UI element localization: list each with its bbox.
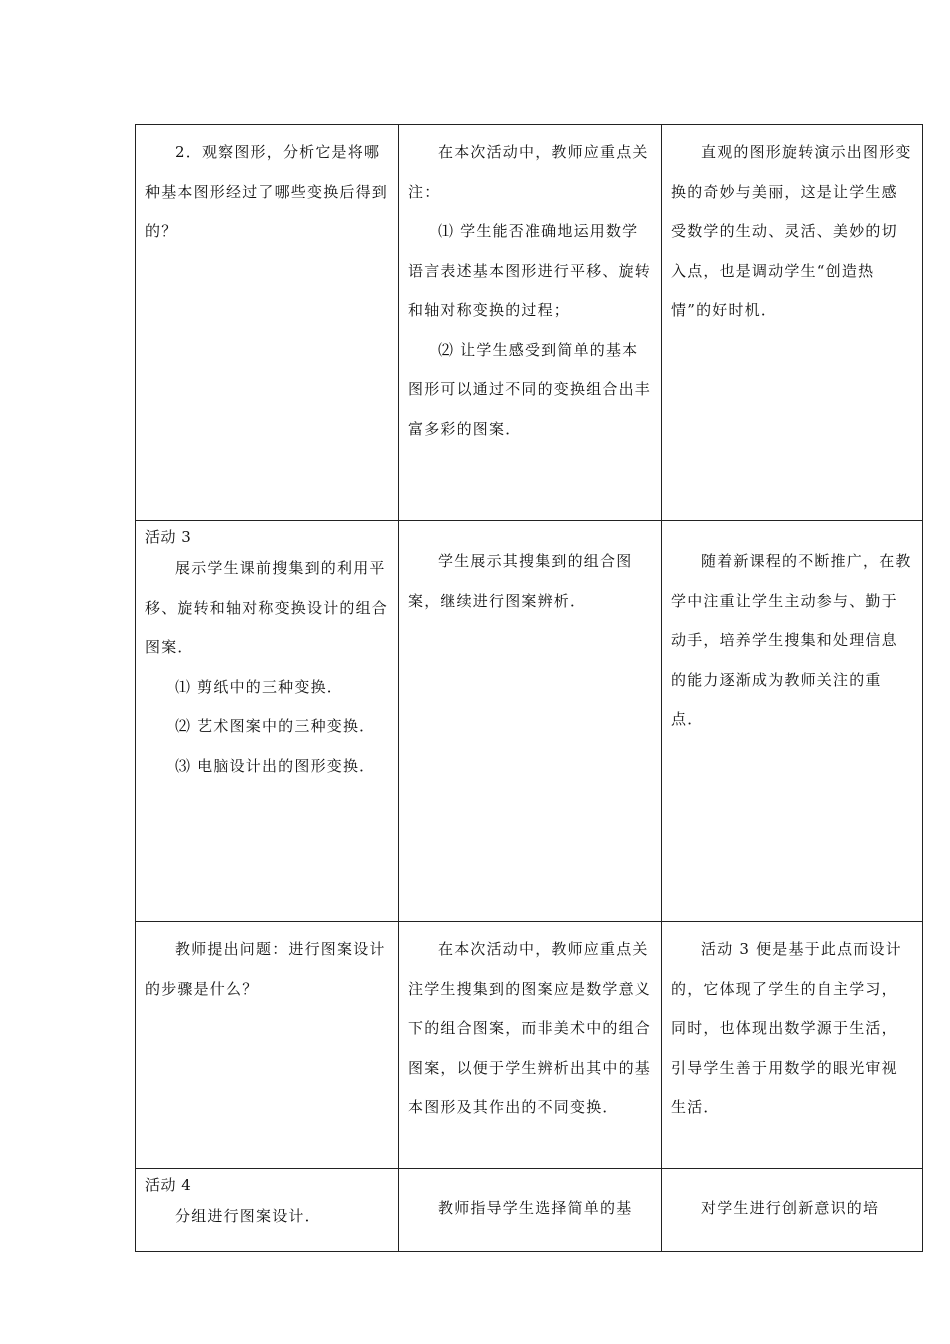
paragraph: 分组进行图案设计． — [175, 1207, 321, 1225]
list-item: ⑵ 让学生感受到简单的基本图形可以通过不同的变换组合出丰富多彩的图案． — [408, 340, 652, 438]
list-item: ⑵ 艺术图案中的三种变换． — [175, 717, 376, 735]
teacher-focus-cell — [399, 521, 662, 922]
activity-cell — [136, 922, 399, 1169]
table-row — [136, 125, 923, 521]
design-intent-cell — [662, 125, 923, 521]
activity-label: 活动 4 — [145, 1176, 192, 1194]
paragraph: 2．观察图形，分析它是将哪种基本图形经过了哪些变换后得到的？ — [145, 143, 389, 240]
paragraph: 活动 3 便是基于此点而设计的，它体现了学生的自主学习，同时，也体现出数学源于生活，引导学生善于用数学的眼光审视生活． — [671, 940, 902, 1116]
activity-label: 活动 3 — [145, 528, 192, 546]
paragraph: 对学生进行创新意识的培 — [701, 1199, 880, 1217]
paragraph: 展示学生课前搜集到的利用平移、旋转和轴对称变换设计的组合图案． — [145, 559, 389, 656]
list-item: ⑴ 学生能否准确地运用数学语言表述基本图形进行平移、旋转和轴对称变换的过程； — [408, 222, 652, 319]
list-item: ⑴ 剪纸中的三种变换． — [175, 677, 343, 696]
teacher-focus-cell — [399, 125, 662, 521]
teacher-focus-cell — [399, 1169, 662, 1252]
paragraph: 在本次活动中，教师应重点关注： — [408, 143, 649, 201]
design-intent-cell — [662, 521, 923, 922]
design-intent-cell — [662, 1169, 923, 1252]
design-intent-cell — [662, 922, 923, 1169]
paragraph: 直观的图形旋转演示出图形变换的奇妙与美丽，这是让学生感受数学的生动、灵活、美妙的切入点，也是调动学生“创造热情”的好时机． — [671, 143, 912, 319]
activity-cell — [136, 125, 399, 521]
activity-cell — [136, 521, 399, 922]
paragraph: 在本次活动中，教师应重点关注学生搜集到的图案应是数学意义下的组合图案，而非美术中的组合图案，以便于学生辨析出其中的基本图形及其作出的不同变换． — [408, 940, 652, 1116]
teacher-focus-cell — [399, 922, 662, 1169]
table-row — [136, 922, 923, 1169]
table-row — [136, 1169, 923, 1252]
paragraph: 教师指导学生选择简单的基 — [438, 1199, 633, 1217]
activity-cell — [136, 1169, 399, 1252]
paragraph: 随着新课程的不断推广，在教学中注重让学生主动参与、勤于动手，培养学生搜集和处理信息的能力逐渐成为教师关注的重点． — [671, 552, 912, 728]
paragraph: 学生展示其搜集到的组合图案，继续进行图案辨析． — [408, 552, 633, 610]
table-row — [136, 521, 923, 922]
lesson-table — [135, 124, 923, 1252]
list-item: ⑶ 电脑设计出的图形变换． — [175, 756, 376, 775]
paragraph: 教师提出问题：进行图案设计的步骤是什么？ — [145, 940, 386, 998]
